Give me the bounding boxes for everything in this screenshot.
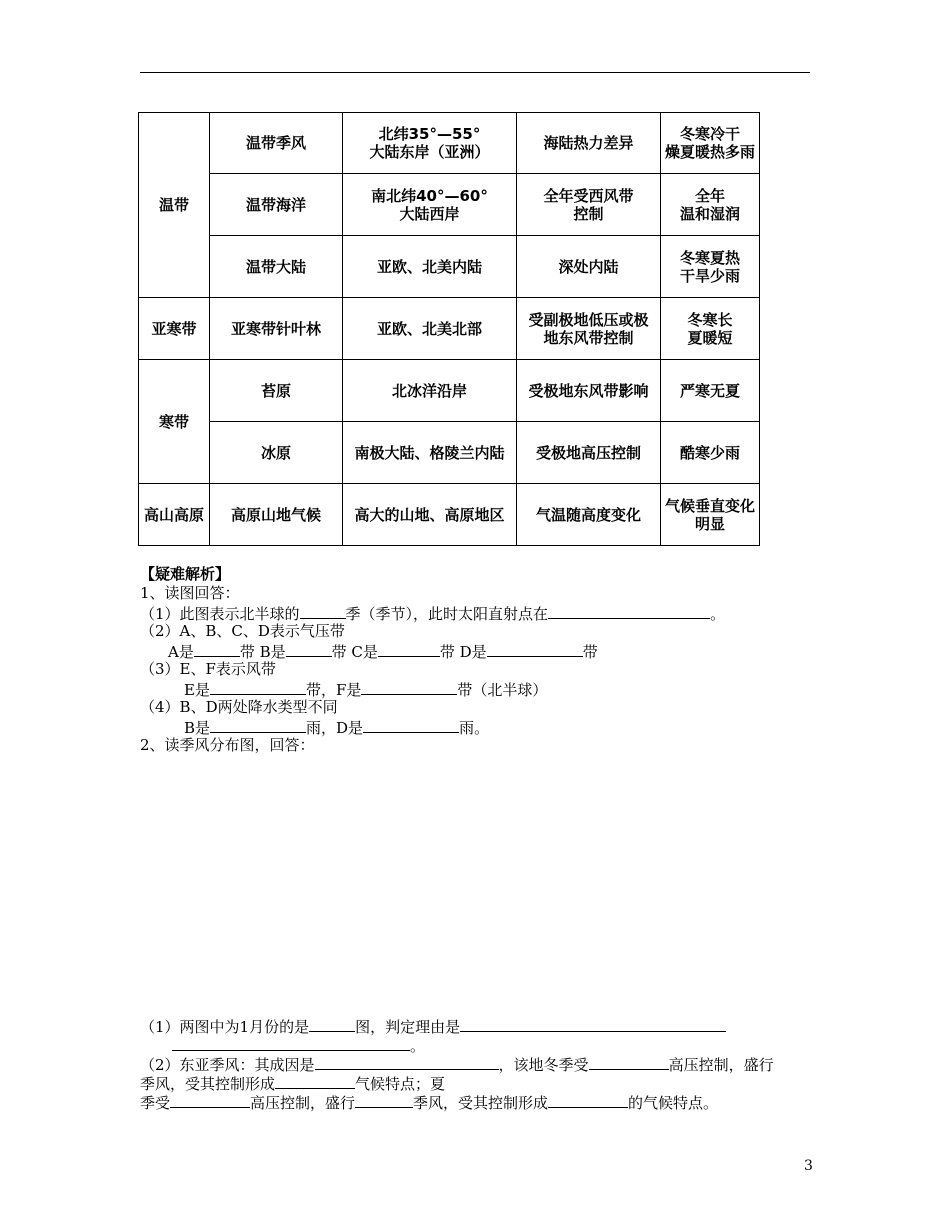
location-cell: 高大的山地、高原地区 <box>343 484 517 546</box>
type-cell: 温带大陆 <box>210 236 343 298</box>
answer-blank[interactable] <box>275 1073 355 1089</box>
answer-blank[interactable] <box>286 641 332 657</box>
feature-cell: 冬寒冷干 燥夏暖热多雨 <box>661 113 760 174</box>
table-row <box>139 236 760 298</box>
answer-blank[interactable] <box>363 717 459 733</box>
zone-cell: 温带 <box>139 113 210 298</box>
type-cell: 温带海洋 <box>210 174 343 236</box>
location-cell: 北冰洋沿岸 <box>343 360 517 422</box>
location-cell: 北纬35°—55° 大陆东岸（亚洲） <box>343 113 517 174</box>
type-cell: 冰原 <box>210 422 343 484</box>
answer-blank[interactable] <box>589 1054 669 1070</box>
type-cell: 温带季风 <box>210 113 343 174</box>
table-row <box>139 174 760 236</box>
answer-blank[interactable] <box>361 679 457 695</box>
answer-blank[interactable] <box>210 679 306 695</box>
table-row <box>139 360 760 422</box>
question-2-part-1-continued: 。 <box>172 1035 425 1056</box>
table-row <box>139 422 760 484</box>
type-cell: 亚寒带针叶林 <box>210 298 343 360</box>
answer-blank[interactable] <box>194 641 240 657</box>
cause-cell: 海陆热力差异 <box>517 113 661 174</box>
table-row <box>139 484 760 546</box>
climate-table <box>138 112 760 546</box>
cause-cell: 深处内陆 <box>517 236 661 298</box>
cause-cell: 气温随高度变化 <box>517 484 661 546</box>
table-row <box>139 298 760 360</box>
cause-cell: 受极地高压控制 <box>517 422 661 484</box>
answer-blank[interactable] <box>548 1092 628 1108</box>
question-1-part-2-answers: A是 带 B是 带 C是 带 D是 带 <box>168 643 598 661</box>
question-2-part-2-line-3: 季受 高压控制，盛行 季风，受其控制形成 的气候特点。 <box>140 1094 719 1112</box>
answer-blank[interactable] <box>309 1016 355 1032</box>
answer-blank[interactable] <box>460 1016 726 1032</box>
question-1-part-1: （1）此图表示北半球的 季（季节），此时太阳直射点在 。 <box>140 605 726 623</box>
question-1-heading: 1、读图回答： <box>140 584 240 602</box>
feature-cell: 冬寒夏热 干旱少雨 <box>661 236 760 298</box>
question-2-part-2: （2）东亚季风：其成因是 ，该地冬季受 高压控制，盛行 <box>140 1056 774 1074</box>
type-cell: 苔原 <box>210 360 343 422</box>
feature-cell: 严寒无夏 <box>661 360 760 422</box>
location-cell: 亚欧、北美内陆 <box>343 236 517 298</box>
zone-cell: 高山高原 <box>139 484 210 546</box>
question-2-part-1: （1）两图中为1月份的是 图，判定理由是 <box>140 1016 726 1037</box>
answer-blank[interactable] <box>170 1092 250 1108</box>
type-cell: 高原山地气候 <box>210 484 343 546</box>
answer-blank[interactable] <box>210 717 306 733</box>
feature-cell: 全年 温和湿润 <box>661 174 760 236</box>
answer-blank[interactable] <box>378 641 440 657</box>
location-cell: 南北纬40°—60° 大陆西岸 <box>343 174 517 236</box>
question-2-part-2-line-2: 季风，受其控制形成 气候特点；夏 <box>140 1075 446 1093</box>
question-2-heading: 2、读季风分布图，回答： <box>140 736 315 754</box>
answer-blank[interactable] <box>172 1035 410 1051</box>
question-1-part-3: （3）E、F表示风带 <box>140 660 276 678</box>
feature-cell: 冬寒长 夏暖短 <box>661 298 760 360</box>
table-row <box>139 113 760 174</box>
question-1-part-2: （2）A、B、C、D表示气压带 <box>140 622 345 640</box>
answer-blank[interactable] <box>315 1054 499 1070</box>
feature-cell: 气候垂直变化 明显 <box>661 484 760 546</box>
question-1-part-4-answers: B是 雨，D是 雨。 <box>184 719 490 737</box>
cause-cell: 受极地东风带影响 <box>517 360 661 422</box>
location-cell: 亚欧、北美北部 <box>343 298 517 360</box>
answer-blank[interactable] <box>355 1092 413 1108</box>
zone-cell: 寒带 <box>139 360 210 484</box>
question-1-part-4: （4）B、D两处降水类型不同 <box>140 698 338 716</box>
question-1-part-3-answers: E是 带，F是 带（北半球） <box>184 681 548 699</box>
page-number: 3 <box>804 1158 813 1174</box>
answer-blank[interactable] <box>548 603 710 619</box>
feature-cell: 酷寒少雨 <box>661 422 760 484</box>
cause-cell: 受副极地低压或极 地东风带控制 <box>517 298 661 360</box>
answer-blank[interactable] <box>487 641 583 657</box>
location-cell: 南极大陆、格陵兰内陆 <box>343 422 517 484</box>
header-rule <box>140 72 810 73</box>
cause-cell: 全年受西风带 控制 <box>517 174 661 236</box>
zone-cell: 亚寒带 <box>139 298 210 360</box>
answer-blank[interactable] <box>300 603 346 619</box>
section-title: 【疑难解析】 <box>140 565 231 583</box>
